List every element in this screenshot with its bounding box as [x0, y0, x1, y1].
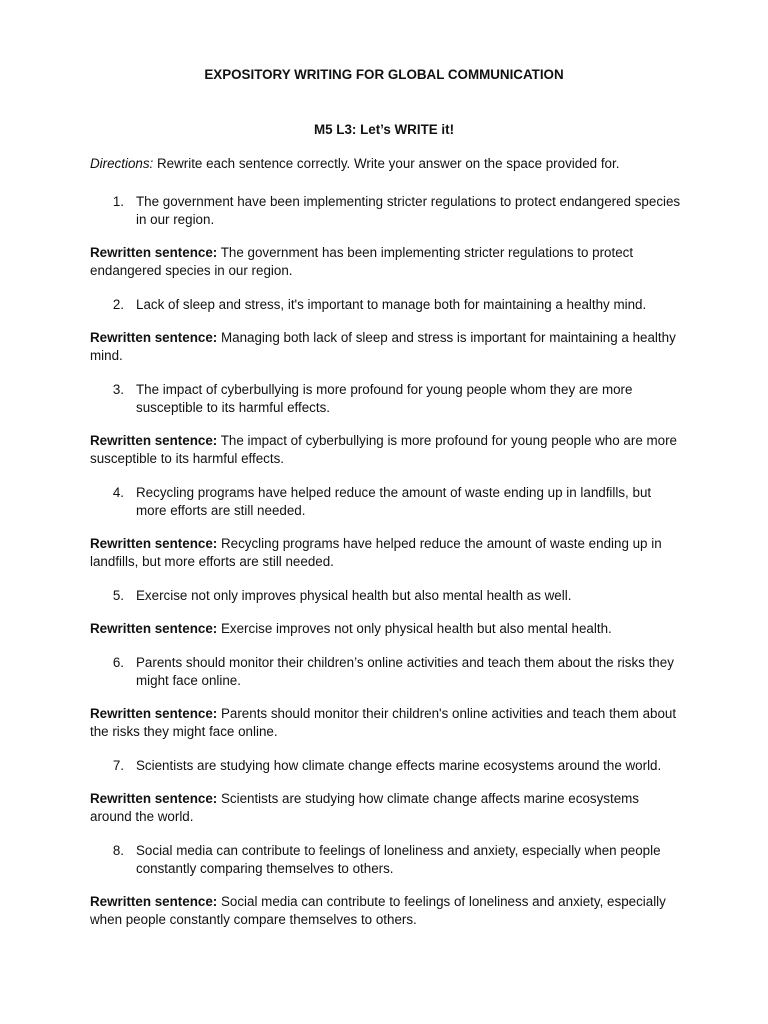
directions-label: Directions: [90, 156, 154, 171]
directions-text: Rewrite each sentence correctly. Write your answer on the space provided for. [153, 156, 620, 171]
item-sentence: Scientists are studying how climate change effects marine ecosystems around the world. [136, 758, 662, 773]
rewritten-sentence [90, 535, 682, 571]
list-item [90, 587, 682, 605]
item-sentence: Parents should monitor their children’s online activities and teach them about the risks they might face online. [136, 655, 674, 688]
rewritten-sentence-text: Parents should monitor their children's online activities and teach them about the risks they might face online. [90, 706, 677, 739]
rewritten-sentence-label: Rewritten sentence: [90, 791, 218, 806]
item-number: 1. [112, 194, 124, 209]
list-item [90, 757, 682, 775]
rewritten-sentence [90, 705, 682, 741]
rewritten-sentence-text: Scientists are studying how climate change affects marine ecosystems around the world. [90, 791, 640, 824]
item-sentence: Exercise not only improves physical health but also mental health as well. [136, 588, 572, 603]
rewritten-sentence [90, 432, 682, 468]
rewritten-sentence [90, 893, 682, 929]
item-sentence: Recycling programs have helped reduce the amount of waste ending up in landfills, but more efforts are still needed. [136, 485, 652, 518]
rewritten-sentence-text: The government has been implementing stricter regulations to protect endangered species in our region. [90, 245, 634, 278]
document-body [90, 155, 682, 945]
directions [90, 155, 682, 173]
item-number: 5. [112, 588, 124, 603]
rewritten-sentence-text: Social media can contribute to feelings of loneliness and anxiety, especially when people constantly compare themselves to others. [90, 894, 666, 927]
document-title: EXPOSITORY WRITING FOR GLOBAL COMMUNICATION [204, 67, 564, 82]
list-item [90, 484, 682, 520]
list-item [90, 654, 682, 690]
item-number: 6. [112, 655, 124, 670]
item-number: 4. [112, 485, 124, 500]
list-item [90, 381, 682, 417]
rewritten-sentence-label: Rewritten sentence: [90, 245, 218, 260]
list-item [90, 193, 682, 229]
item-sentence: The impact of cyberbullying is more profound for young people whom they are more susceptible to its harmful effects. [136, 382, 633, 415]
rewritten-sentence-label: Rewritten sentence: [90, 433, 218, 448]
rewritten-sentence-text: Exercise improves not only physical health but also mental health. [217, 621, 612, 636]
rewritten-sentence [90, 620, 682, 638]
rewritten-sentence [90, 790, 682, 826]
item-sentence: The government have been implementing stricter regulations to protect endangered species in our region. [136, 194, 681, 227]
rewritten-sentence-label: Rewritten sentence: [90, 536, 218, 551]
rewritten-sentence-text: The impact of cyberbullying is more profound for young people who are more susceptible to its harmful effects. [90, 433, 677, 466]
rewritten-sentence [90, 329, 682, 365]
item-number: 3. [112, 382, 124, 397]
list-item [90, 296, 682, 314]
item-number: 2. [112, 297, 124, 312]
rewritten-sentence-label: Rewritten sentence: [90, 706, 218, 721]
rewritten-sentence-label: Rewritten sentence: [90, 330, 218, 345]
rewritten-sentence-label: Rewritten sentence: [90, 621, 218, 636]
item-sentence: Lack of sleep and stress, it's important to manage both for maintaining a healthy mind. [136, 297, 647, 312]
document-subtitle: M5 L3: Let’s WRITE it! [313, 122, 455, 137]
rewritten-sentence-text: Recycling programs have helped reduce the amount of waste ending up in landfills, but more efforts are still needed. [90, 536, 662, 569]
list-item [90, 842, 682, 878]
rewritten-sentence-text: Managing both lack of sleep and stress is important for maintaining a healthy mind. [90, 330, 676, 363]
rewritten-sentence [90, 244, 682, 280]
item-number: 7. [112, 758, 124, 773]
item-sentence: Social media can contribute to feelings of loneliness and anxiety, especially when people constantly comparing themselves to others. [136, 843, 661, 876]
item-number: 8. [112, 843, 124, 858]
rewritten-sentence-label: Rewritten sentence: [90, 894, 218, 909]
